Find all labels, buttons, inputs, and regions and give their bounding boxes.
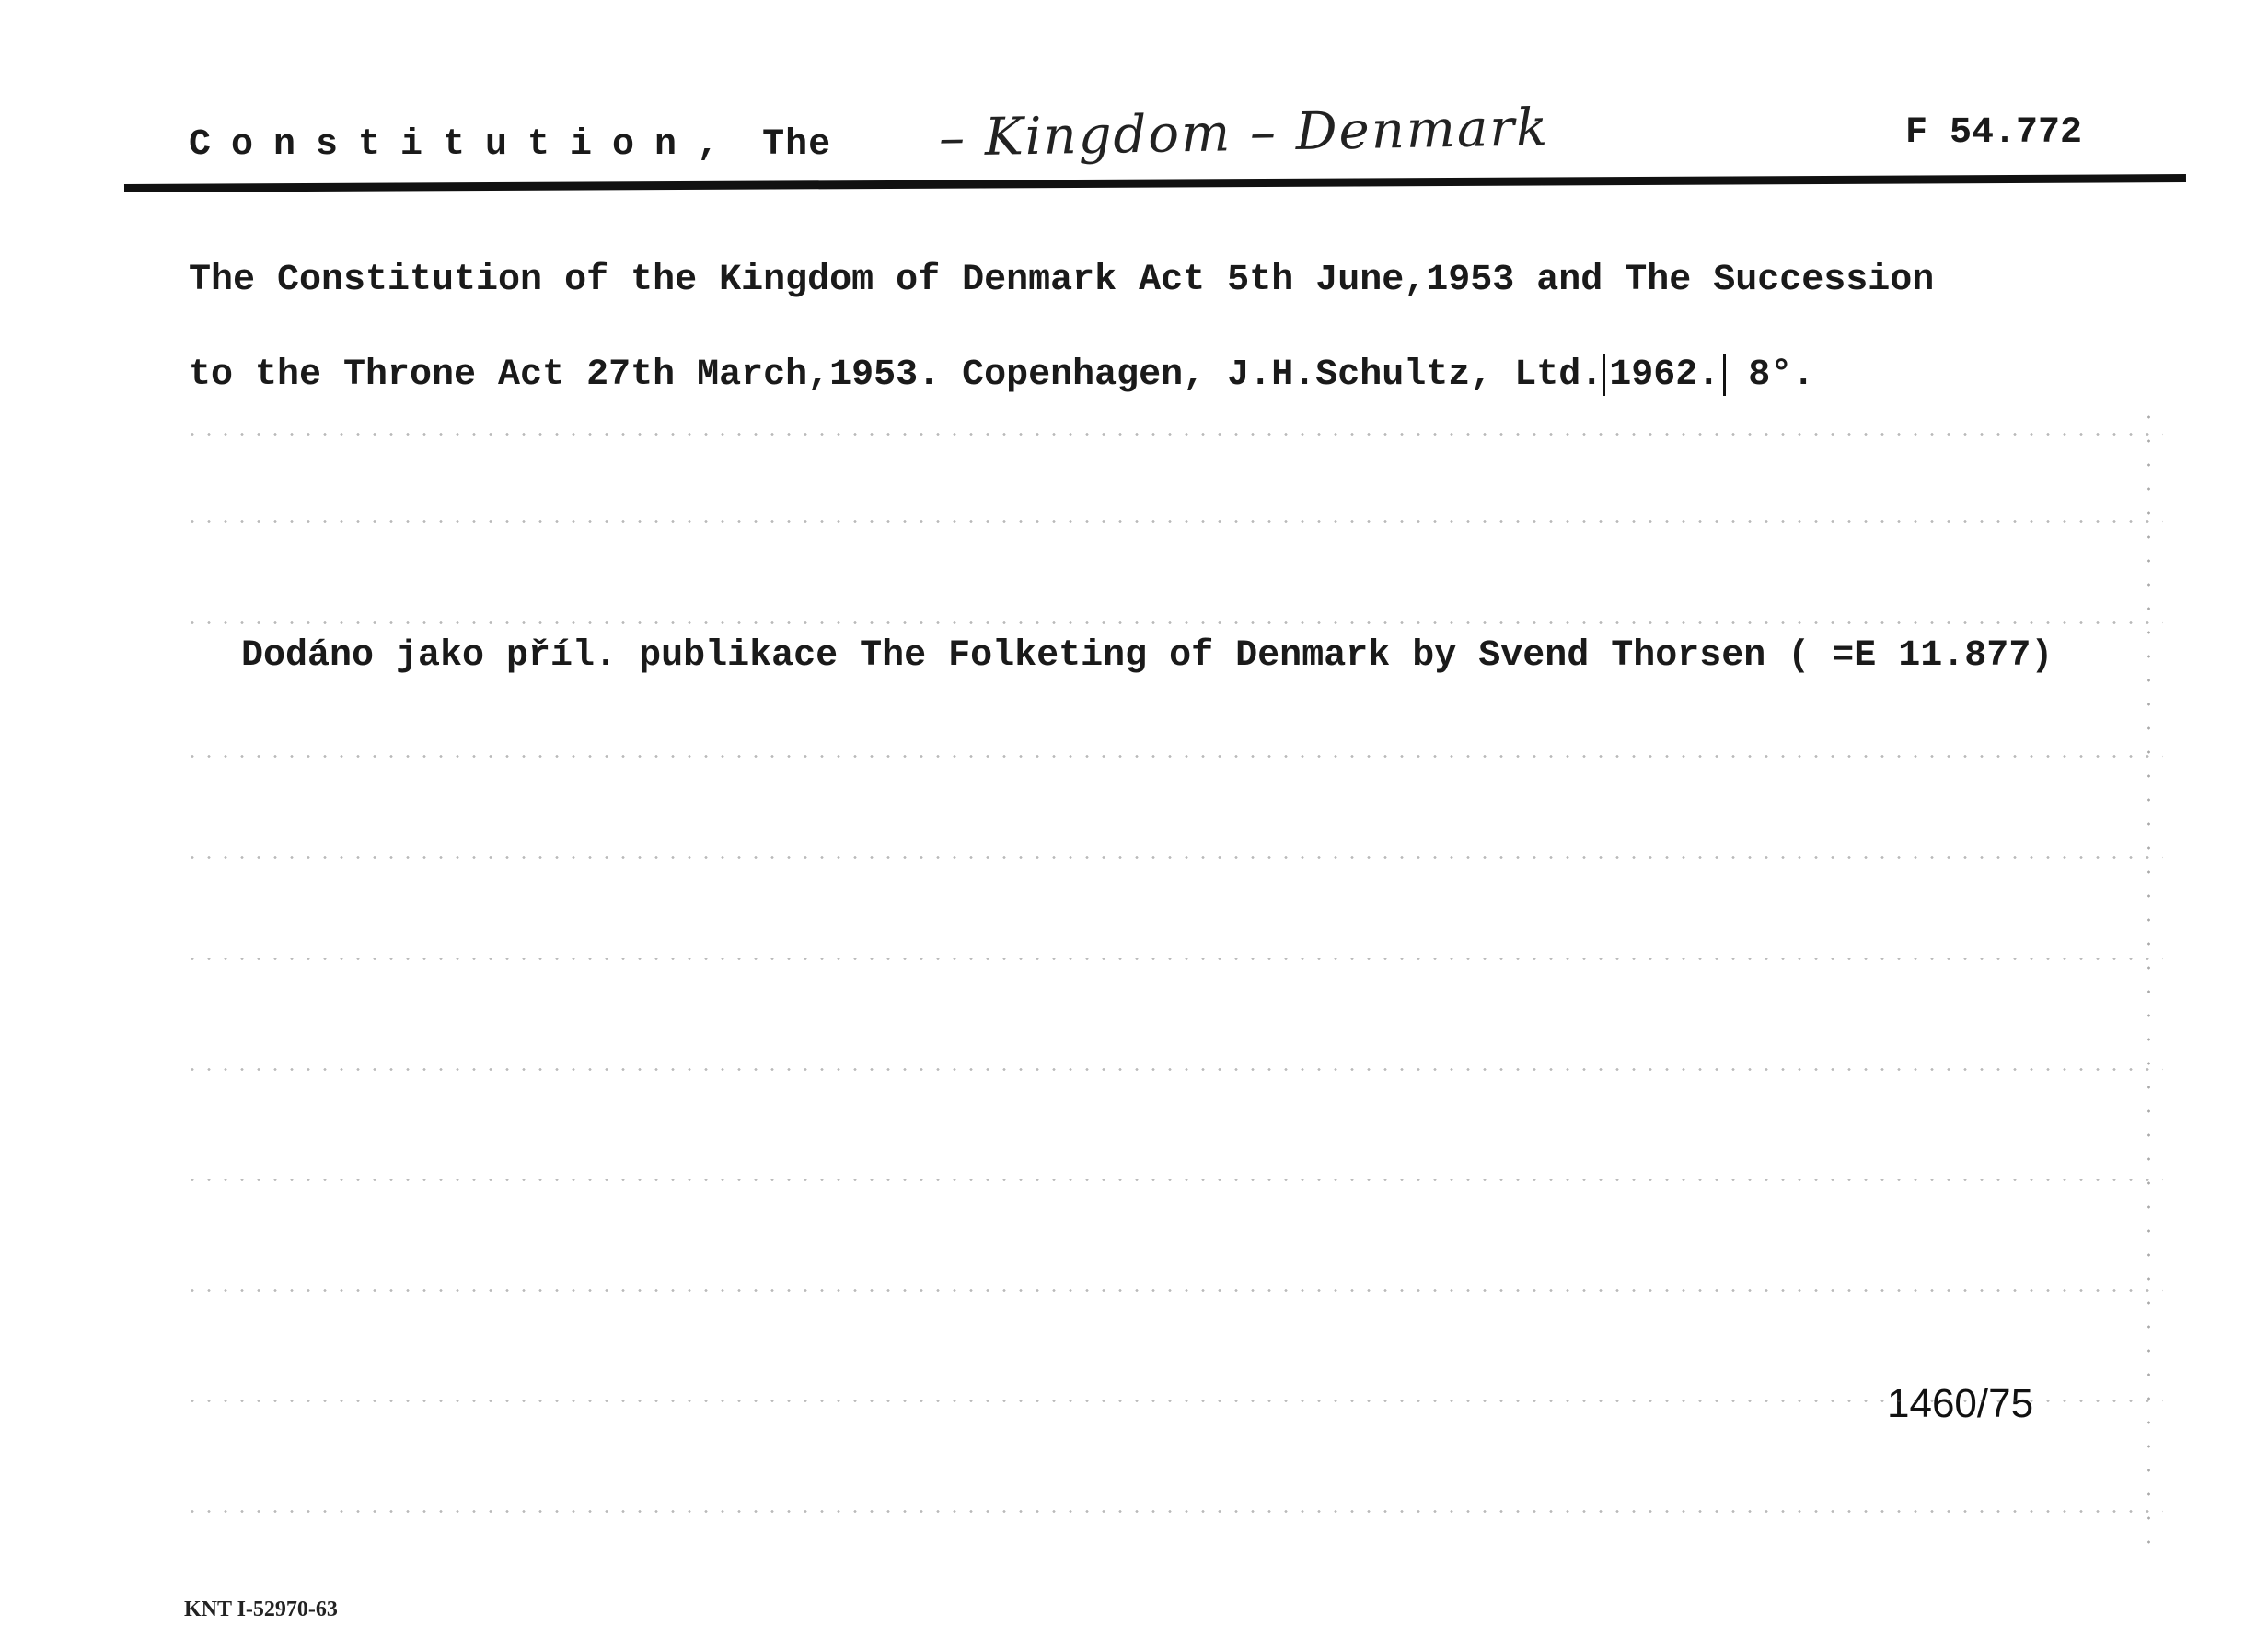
print-code: KNT I-52970-63: [184, 1597, 338, 1621]
call-number: F 54.772: [1905, 112, 2083, 154]
format-size: 8°.: [1726, 354, 1815, 396]
ruled-line: [184, 1510, 2163, 1513]
publication-year: 1962.: [1603, 354, 1726, 396]
ruled-line: [184, 1400, 2163, 1402]
ruled-line: [184, 755, 2163, 758]
ruled-line: [184, 621, 2163, 624]
ruled-line: [184, 1068, 2163, 1071]
heading-title: Constitution,: [189, 124, 740, 166]
margin-rule: [2147, 405, 2150, 1556]
record-number: 1460/75: [1887, 1381, 2034, 1426]
imprint-text: to the Throne Act 27th March,1953. Copenhagen, J.H.Schultz, Ltd.: [189, 354, 1603, 396]
ruled-line: [184, 1289, 2163, 1292]
ruled-line: [184, 856, 2163, 859]
heading-article: The: [762, 124, 832, 166]
title-line-2: [189, 354, 1814, 396]
ruled-line: [184, 1179, 2163, 1181]
ruled-line: [184, 433, 2163, 436]
supplement-note: Dodáno jako příl. publikace The Folketing of Denmark by Svend Thorsen ( =E 11.877): [241, 635, 2054, 677]
handwritten-annotation: – Kingdom – Denmark: [938, 98, 1550, 168]
card-heading: [189, 124, 831, 166]
title-line-1: The Constitution of the Kingdom of Denmark Act 5th June,1953 and The Succession: [189, 260, 1935, 301]
ruled-line: [184, 520, 2163, 523]
header-rule: [124, 174, 2186, 192]
ruled-line: [184, 958, 2163, 960]
